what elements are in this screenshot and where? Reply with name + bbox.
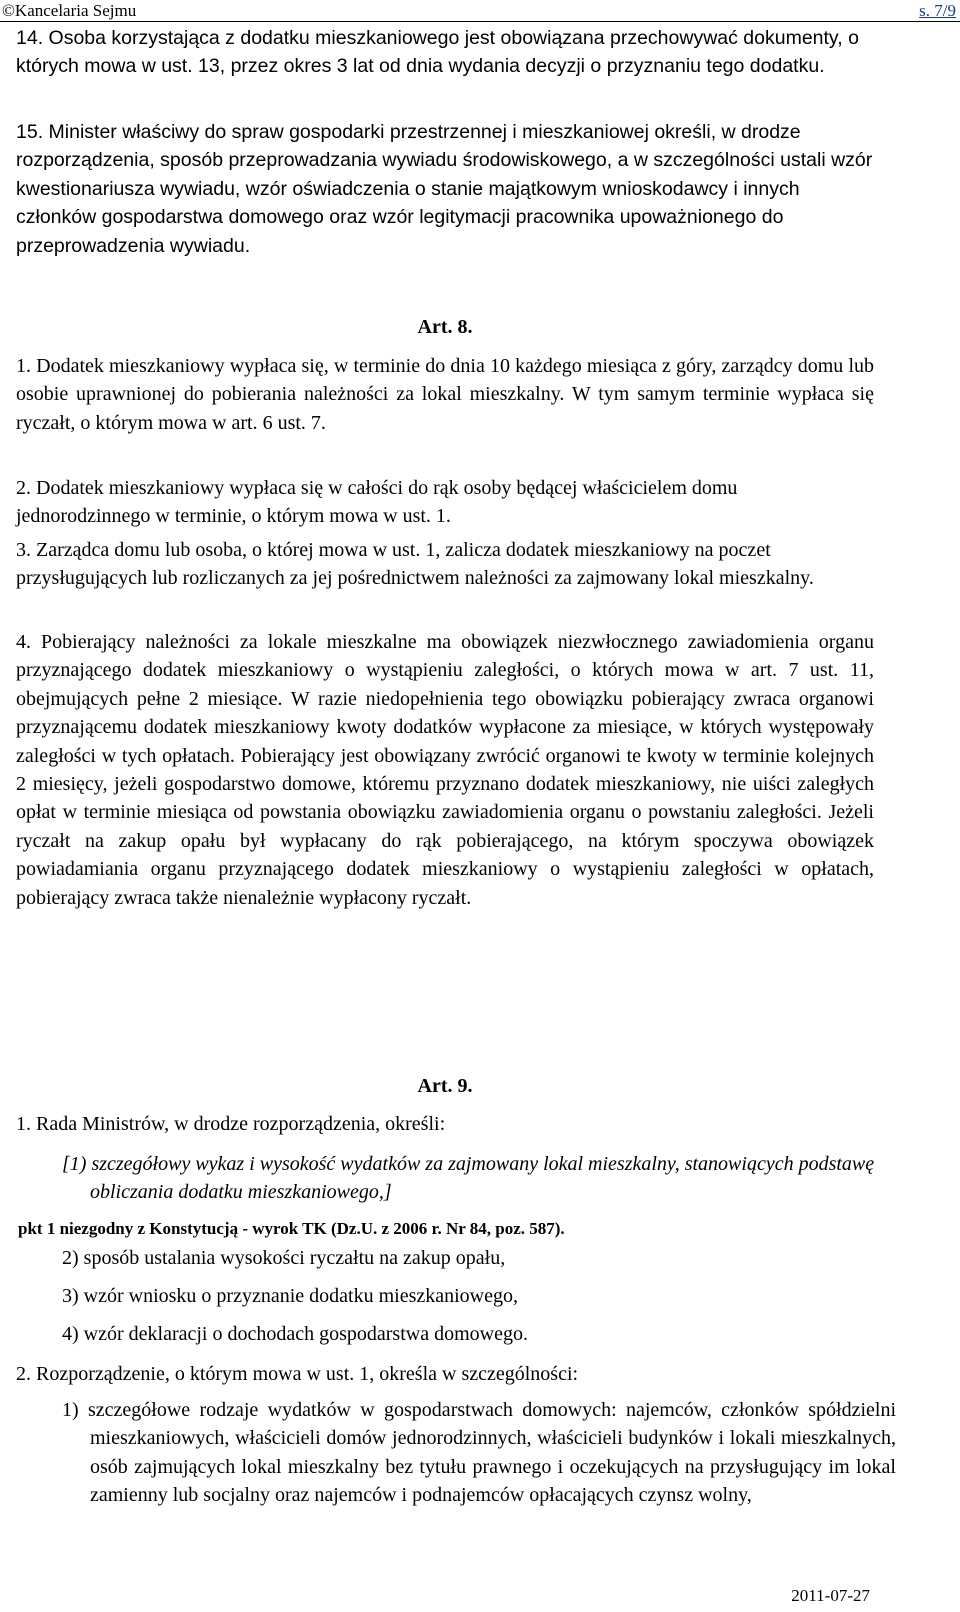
art7-paragraph-15: 15. Minister właściwy do spraw gospodarki przestrzennej i mieszkaniowej określi, w drodze rozporządzenia, sposób przeprowadzania wywiadu środowiskowego, a w szczególności ustali wzór kwestionariusza wywiadu, wzór oświadczenia o stanie majątkowym wnioskodawcy i innych członków gospodarstwa domowego oraz wzór legitymacji pracownika upoważnionego do przeprowadzenia wywiadu. bbox=[16, 121, 873, 257]
art8-paragraph-2: 2. Dodatek mieszkaniowy wypłaca się w całości do rąk osoby będącej właścicielem domu jednorodzinnego w terminie, o którym mowa w ust. 1. bbox=[16, 477, 738, 528]
art8-paragraph-4: 4. Pobierający należności za lokale mieszkalne ma obowiązek niezwłocznego zawiadomienia organu przyznającego dodatek mieszkaniowy o wystąpieniu zaległości, o których mowa w art. 7 ust. 11, obejmujących pełne 2 miesiące. W razie niedopełnienia tego obowiązku pobierający zwraca organowi przyznającemu dodatek mieszkaniowy kwoty dodatków wypłacone za miesiące, w których występowały zaległości w tych opłatach. Pobierający jest obowiązany zwrócić organowi te kwoty w terminie kolejnych 2 miesięcy, jeżeli gospodarstwo domowe, któremu przyznano dodatek mieszkaniowy, nie uiści zaległych opłat w terminie miesiąca od powstania obowiązku zawiadomienia organu o powstaniu zaległości. Jeżeli ryczałt na zakup opału był wypłacany do rąk pobierającego, na którym spoczywa obowiązek powiadamiania organu przyznającego dodatek mieszkaniowy o wystąpieniu zaległości w opłatach, pobierający zwraca także nienależnie wypłacony ryczałt. bbox=[16, 631, 874, 909]
art9-item-4: 4) wzór deklaracji o dochodach gospodarstwa domowego. bbox=[62, 1323, 528, 1345]
art9-paragraph-2: 2. Rozporządzenie, o którym mowa w ust. 1, określa w szczególności: bbox=[16, 1363, 579, 1385]
art9-paragraph-2-item-1: 1) szczegółowe rodzaje wydatków w gospodarstwach domowych: najemców, członków spółdzielni mieszkaniowych, właścicieli domów jednorodzinnych, właścicieli budynków i lokali mieszkalnych, osób zajmujących lokal mieszkalny bez tytułu prawnego i oczekujących na przysługujący im lokal zamienny lub socjalny oraz najemców i podnajemców opłacających czynsz wolny, bbox=[62, 1399, 896, 1507]
art8-heading: Art. 8. bbox=[417, 316, 473, 338]
copyright-label: ©Kancelaria Sejmu bbox=[2, 1, 137, 20]
document-date: 2011-07-27 bbox=[791, 1586, 870, 1605]
art9-item-2: 2) sposób ustalania wysokości ryczałtu na zakup opału, bbox=[62, 1247, 506, 1269]
art9-heading: Art. 9. bbox=[417, 1075, 473, 1097]
art9-paragraph-1: 1. Rada Ministrów, w drodze rozporządzenia, określi: bbox=[16, 1113, 446, 1135]
art9-item-3: 3) wzór wniosku o przyznanie dodatku mieszkaniowego, bbox=[62, 1285, 518, 1307]
page-number-link[interactable]: s. 7/9 bbox=[919, 1, 956, 20]
art9-item-1: [1) szczegółowy wykaz i wysokość wydatków za zajmowany lokal mieszkalny, stanowiących podstawę obliczania dodatku mieszkaniowego,] bbox=[62, 1153, 875, 1204]
art8-paragraph-3: 3. Zarządca domu lub osoba, o której mowa w ust. 1, zalicza dodatek mieszkaniowy na poczet przysługujących lub rozliczanych za jej pośrednictwem należności za zajmowany lokal mieszkalny. bbox=[16, 539, 814, 590]
art7-paragraph-14: 14. Osoba korzystająca z dodatku mieszkaniowego jest obowiązana przechowywać dokumenty, o których mowa w ust. 13, przez okres 3 lat od dnia wydania decyzji o przyznaniu tego dodatku. bbox=[16, 27, 859, 78]
art8-paragraph-1: 1. Dodatek mieszkaniowy wypłaca się, w terminie do dnia 10 każdego miesiąca z góry, zarządcy domu lub osobie uprawnionej do pobierania należności za lokal mieszkalny. W tym samym terminie wypłaca się ryczałt, o którym mowa w art. 6 ust. 7. bbox=[16, 355, 874, 434]
court-ruling-note: pkt 1 niezgodny z Konstytucją - wyrok TK (Dz.U. z 2006 r. Nr 84, poz. 587). bbox=[18, 1219, 565, 1238]
header-rule bbox=[0, 21, 960, 22]
page-header bbox=[0, 0, 960, 22]
